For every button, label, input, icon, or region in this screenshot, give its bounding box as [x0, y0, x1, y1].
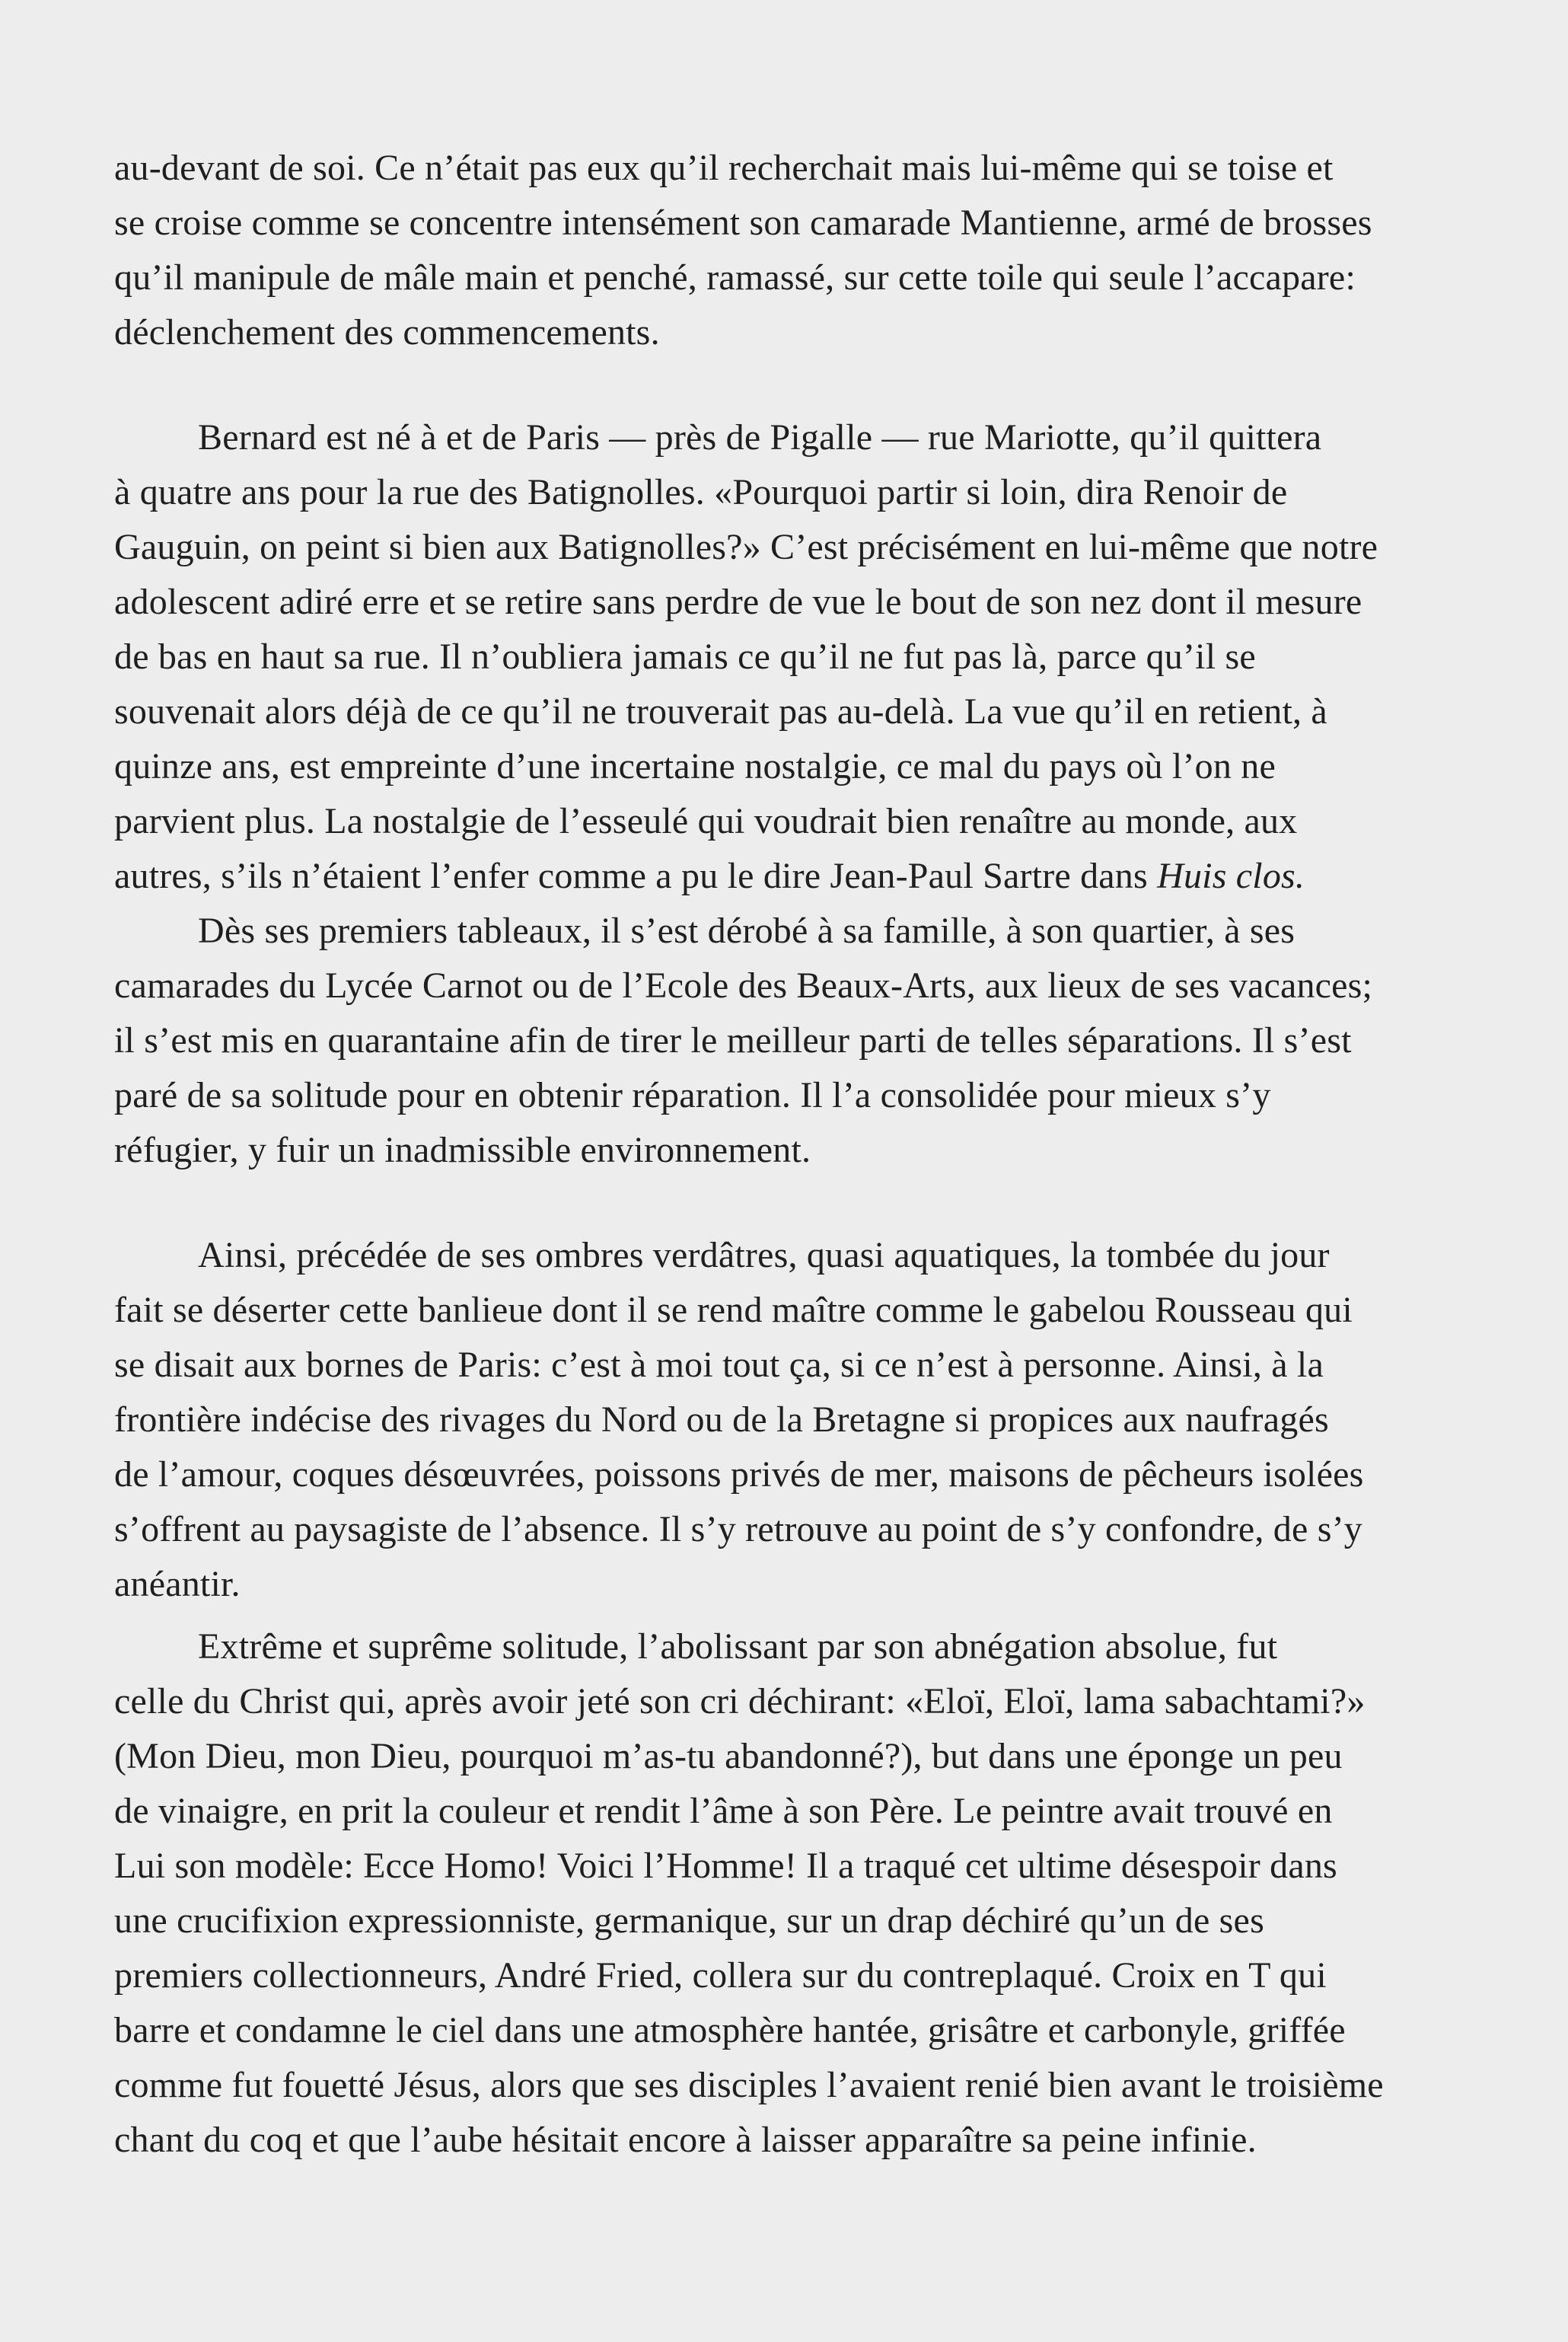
- text-line: quinze ans, est empreinte d’une incertaine nostalgie, ce mal du pays où l’on ne: [114, 746, 1276, 787]
- text-line: Ainsi, précédée de ses ombres verdâtres, quasi aquatiques, la tombée du jour: [198, 1235, 1330, 1275]
- paragraph-2: [114, 410, 1560, 904]
- text-line: qu’il manipule de mâle main et penché, ramassé, sur cette toile qui seule l’accapare:: [114, 257, 1356, 298]
- text-line: premiers collectionneurs, André Fried, collera sur du contreplaqué. Croix en T qui: [114, 1955, 1327, 1996]
- text-line: de vinaigre, en prit la couleur et rendit l’âme à son Père. Le peintre avait trouvé en: [114, 1791, 1333, 1831]
- text-line: Lui son modèle: Ecce Homo! Voici l’Homme! Il a traqué cet ultime désespoir dans: [114, 1846, 1337, 1886]
- text-line: de l’amour, coques désœuvrées, poissons privés de mer, maisons de pêcheurs isolées: [114, 1454, 1364, 1495]
- text-line: Extrême et suprême solitude, l’abolissant par son abnégation absolue, fut: [198, 1626, 1278, 1667]
- paragraph-3: [114, 904, 1560, 1178]
- text-line: souvenait alors déjà de ce qu’il ne trouverait pas au-delà. La vue qu’il en retient, à: [114, 691, 1327, 732]
- text-line: déclenchement des commencements.: [114, 312, 660, 353]
- text-line: comme fut fouetté Jésus, alors que ses disciples l’avaient renié bien avant le troisième: [114, 2065, 1384, 2105]
- text-line: paré de sa solitude pour en obtenir réparation. Il l’a consolidée pour mieux s’y: [114, 1075, 1271, 1115]
- text-line: à quatre ans pour la rue des Batignolles. «Pourquoi partir si loin, dira Renoir de: [114, 472, 1288, 512]
- text-line: chant du coq et que l’aube hésitait encore à laisser apparaître sa peine infinie.: [114, 2120, 1257, 2160]
- text-line: barre et condamne le ciel dans une atmosphère hantée, grisâtre et carbonyle, griffée: [114, 2010, 1346, 2050]
- text-line: au-devant de soi. Ce n’était pas eux qu’il recherchait mais lui-même qui se toise et: [114, 148, 1334, 188]
- paragraph-4: [114, 1228, 1560, 1612]
- text-line: (Mon Dieu, mon Dieu, pourquoi m’as-tu abandonné?), but dans une éponge un peu: [114, 1736, 1343, 1776]
- paragraph-5: [114, 1619, 1560, 2168]
- paragraph-1: [114, 141, 1560, 360]
- body-text: [114, 141, 1560, 2168]
- text-line: réfugier, y fuir un inadmissible environnement.: [114, 1130, 811, 1170]
- italic-title: Huis clos.: [1157, 856, 1305, 896]
- text-line: parvient plus. La nostalgie de l’esseulé qui voudrait bien renaître au monde, aux: [114, 801, 1298, 841]
- text-line: camarades du Lycée Carnot ou de l’Ecole des Beaux-Arts, aux lieux de ses vacances;: [114, 965, 1373, 1006]
- text-line: une crucifixion expressionniste, germanique, sur un drap déchiré qu’un de ses: [114, 1900, 1264, 1941]
- text-line: adolescent adiré erre et se retire sans perdre de vue le bout de son nez dont il mesure: [114, 582, 1362, 622]
- text-line: se disait aux bornes de Paris: c’est à moi tout ça, si ce n’est à personne. Ainsi, à la: [114, 1345, 1324, 1385]
- text-line: Gauguin, on peint si bien aux Batignolles?» C’est précisément en lui-même que notre: [114, 527, 1378, 567]
- text-line: frontière indécise des rivages du Nord ou de la Bretagne si propices aux naufragés: [114, 1399, 1329, 1440]
- text-line: Dès ses premiers tableaux, il s’est dérobé à sa famille, à son quartier, à ses: [198, 911, 1296, 951]
- text-line: celle du Christ qui, après avoir jeté son cri déchirant: «Eloï, Eloï, lama sabachtami?»: [114, 1681, 1366, 1721]
- text-line: il s’est mis en quarantaine afin de tirer le meilleur parti de telles séparations. Il s’est: [114, 1020, 1352, 1061]
- text-line: de bas en haut sa rue. Il n’oubliera jamais ce qu’il ne fut pas là, parce qu’il se: [114, 637, 1256, 677]
- text-line-with-title: [114, 849, 1560, 904]
- text-line: se croise comme se concentre intensément son camarade Mantienne, armé de brosses: [114, 203, 1372, 243]
- text-line: Bernard est né à et de Paris — près de Pigalle — rue Mariotte, qu’il quittera: [198, 417, 1322, 458]
- text-line: anéantir.: [114, 1564, 241, 1604]
- text-fragment: autres, s’ils n’étaient l’enfer comme a pu le dire Jean-Paul Sartre dans: [114, 856, 1158, 896]
- text-line: fait se déserter cette banlieue dont il se rend maître comme le gabelou Rousseau qui: [114, 1290, 1353, 1330]
- text-line: s’offrent au paysagiste de l’absence. Il s’y retrouve au point de s’y confondre, de s’y: [114, 1509, 1362, 1549]
